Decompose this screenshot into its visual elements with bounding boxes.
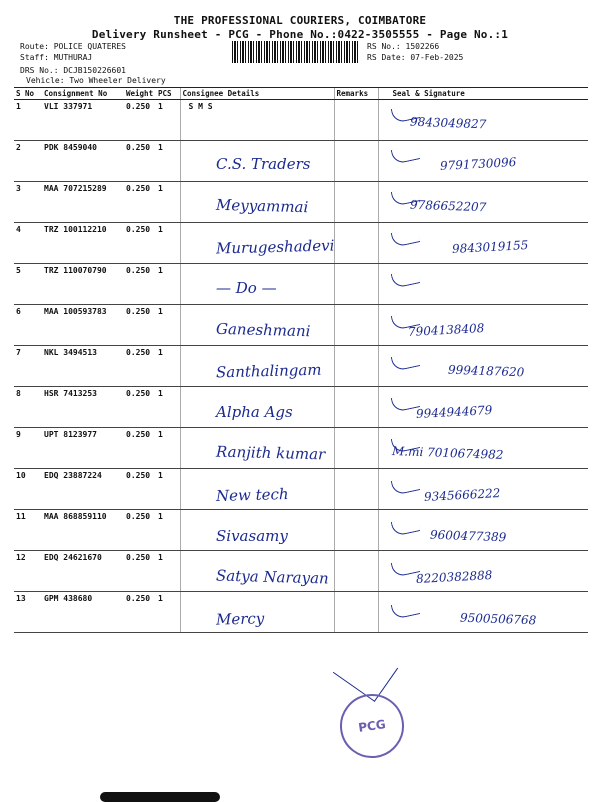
handwritten-consignee: — Do —	[216, 279, 277, 298]
weight-cell: 0.250	[124, 592, 156, 633]
remarks-cell	[334, 223, 378, 264]
handwritten-consignee: Ganeshmani	[215, 319, 311, 340]
staff-label: Staff: MUTHURAJ	[20, 53, 93, 62]
weight-cell: 0.250	[124, 510, 156, 551]
handwritten-consignee: Mercy	[215, 608, 265, 629]
sno-cell: 5	[14, 264, 42, 305]
sno-cell: 6	[14, 305, 42, 346]
col-seal-signature: Seal & Signature	[378, 88, 588, 100]
pcs-cell: 1	[156, 551, 180, 592]
sno-cell: 4	[14, 223, 42, 264]
consignment-no-cell: UPT 8123977	[42, 428, 124, 469]
handwritten-consignee: Satya Narayan	[215, 566, 329, 588]
sno-cell: 8	[14, 387, 42, 428]
runsheet-subtitle: Delivery Runsheet - PCG - Phone No.:0422-3505555 - Page No.:1	[91, 28, 509, 41]
remarks-cell	[334, 100, 378, 141]
pcs-cell: 1	[156, 182, 180, 223]
consignment-no-cell: MAA 100593783	[42, 305, 124, 346]
sno-cell: 11	[14, 510, 42, 551]
rs-date: RS Date: 07-Feb-2025	[367, 53, 464, 62]
pcs-cell: 1	[156, 264, 180, 305]
vehicle-label: Vehicle: Two Wheeler Delivery	[26, 76, 166, 85]
remarks-cell	[334, 551, 378, 592]
sno-cell: 1	[14, 100, 42, 141]
weight-cell: 0.250	[124, 551, 156, 592]
table-row	[14, 469, 588, 510]
pcs-cell: 1	[156, 223, 180, 264]
weight-cell: 0.250	[124, 346, 156, 387]
consignment-no-cell: EDQ 23887224	[42, 469, 124, 510]
handwritten-consignee: Santhalingam	[215, 360, 322, 382]
remarks-cell	[334, 428, 378, 469]
consignment-no-cell: EDQ 24621670	[42, 551, 124, 592]
remarks-cell	[334, 592, 378, 633]
handwritten-consignee: Sivasamy	[216, 527, 288, 545]
weight-cell: 0.250	[124, 100, 156, 141]
col-remarks: Remarks	[334, 88, 378, 100]
sno-cell: 7	[14, 346, 42, 387]
handwritten-phone: 9786652207	[409, 197, 487, 214]
weight-cell: 0.250	[124, 387, 156, 428]
handwritten-consignee: New tech	[215, 484, 289, 505]
handwritten-phone: M.mi 7010674982	[391, 444, 504, 463]
pcs-cell: 1	[156, 346, 180, 387]
final-signature-mark	[333, 639, 398, 702]
sno-cell: 3	[14, 182, 42, 223]
weight-cell: 0.250	[124, 264, 156, 305]
handwritten-phone: 9944944679	[415, 403, 493, 422]
rs-number: RS No.: 1502266	[367, 42, 440, 51]
sno-cell: 9	[14, 428, 42, 469]
handwritten-consignee: C.S. Traders	[216, 155, 311, 174]
handwritten-consignee: Alpha Ags	[216, 403, 293, 422]
handwritten-phone: 9345666222	[423, 485, 501, 504]
pcg-stamp: PCG	[336, 690, 408, 762]
remarks-cell	[334, 182, 378, 223]
table-row	[14, 100, 588, 141]
handwritten-phone: 9500506768	[459, 610, 537, 627]
pcs-cell: 1	[156, 592, 180, 633]
consignment-no-cell: NKL 3494513	[42, 346, 124, 387]
col-consignee: Consignee Details	[180, 88, 334, 100]
col-consignment-no: Consignment No	[42, 88, 124, 100]
remarks-cell	[334, 387, 378, 428]
weight-cell: 0.250	[124, 223, 156, 264]
handwritten-consignee: Ranjith kumar	[215, 442, 326, 464]
pcs-cell: 1	[156, 100, 180, 141]
pcs-cell: 1	[156, 469, 180, 510]
pcs-cell: 1	[156, 510, 180, 551]
drs-label: DRS No.: DCJB150226601	[20, 66, 126, 75]
sno-cell: 2	[14, 141, 42, 182]
barcode	[232, 41, 358, 63]
col-weight: Weight	[124, 88, 156, 100]
handwritten-phone: 9994187620	[447, 362, 525, 380]
sno-cell: 13	[14, 592, 42, 633]
pcs-cell: 1	[156, 428, 180, 469]
handwritten-phone: 9843049827	[409, 114, 487, 132]
handwritten-phone: 8220382888	[415, 568, 493, 587]
handwritten-phone: 9791730096	[439, 155, 517, 174]
consignment-no-cell: HSR 7413253	[42, 387, 124, 428]
table-row	[14, 387, 588, 428]
table-row	[14, 264, 588, 305]
consignment-no-cell: MAA 868859110	[42, 510, 124, 551]
sno-cell: 10	[14, 469, 42, 510]
consignment-no-cell: GPM 438680	[42, 592, 124, 633]
handwritten-phone: 9843019155	[451, 237, 529, 256]
remarks-cell	[334, 264, 378, 305]
company-title: THE PROFESSIONAL COURIERS, COIMBATORE	[173, 14, 427, 27]
remarks-cell	[334, 510, 378, 551]
consignment-no-cell: PDK 8459040	[42, 141, 124, 182]
handwritten-phone: 7904138408	[407, 320, 485, 339]
weight-cell: 0.250	[124, 141, 156, 182]
route-label: Route: POLICE QUATERES	[20, 42, 126, 51]
remarks-cell	[334, 305, 378, 346]
consignment-no-cell: TRZ 100112210	[42, 223, 124, 264]
handwritten-consignee: Murugeshadevi	[215, 236, 335, 258]
handwritten-consignee: Meyyammai	[215, 195, 309, 216]
consignment-no-cell: MAA 707215289	[42, 182, 124, 223]
pcs-cell: 1	[156, 305, 180, 346]
remarks-cell	[334, 141, 378, 182]
pcs-cell: 1	[156, 141, 180, 182]
col-pcs: PCS	[156, 88, 180, 100]
ink-smudge	[100, 792, 220, 802]
consignment-no-cell: TRZ 110070790	[42, 264, 124, 305]
col-sno: S No	[14, 88, 42, 100]
weight-cell: 0.250	[124, 428, 156, 469]
remarks-cell	[334, 346, 378, 387]
table-header-row	[14, 88, 588, 100]
remarks-cell	[334, 469, 378, 510]
weight-cell: 0.250	[124, 182, 156, 223]
handwritten-phone: 9600477389	[429, 527, 507, 545]
weight-cell: 0.250	[124, 469, 156, 510]
consignee-cell: S M S	[180, 100, 334, 141]
consignment-no-cell: VLI 337971	[42, 100, 124, 141]
pcs-cell: 1	[156, 387, 180, 428]
sno-cell: 12	[14, 551, 42, 592]
weight-cell: 0.250	[124, 305, 156, 346]
